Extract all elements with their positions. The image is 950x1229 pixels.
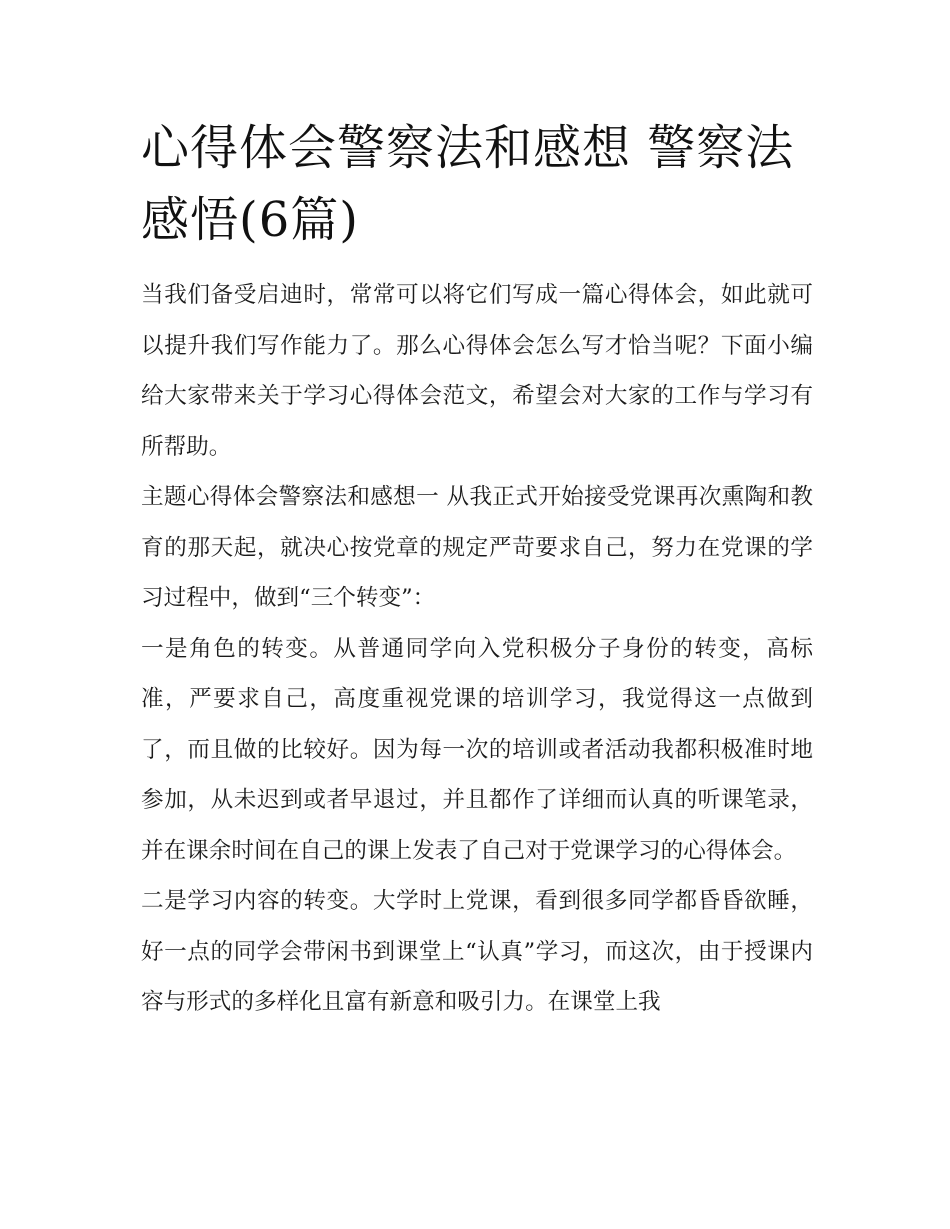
document-title: 心得体会警察法和感想 警察法感悟(6篇)	[141, 120, 795, 248]
paragraph-role-change: 一是角色的转变。从普通同学向入党积极分子身份的转变，高标准，严要求自己，高度重视党课的培训学习，我觉得这一点做到了，而且做的比较好。因为每一次的培训或者活动我都积极准时地参加，从未迟到或者早退过，并且都作了详细而认真的听课笔录，并在课余时间在自己的课上发表了自己对于党课学习的心得体会。	[141, 635, 813, 864]
document-body	[141, 112, 813, 1028]
paragraph-content-change: 二是学习内容的转变。大学时上党课，看到很多同学都昏昏欲睡，好一点的同学会带闲书到课堂上“认真”学习，而这次，由于授课内容与形式的多样化且富有新意和吸引力。在课堂上我	[141, 888, 813, 1015]
paragraph-intro: 当我们备受启迪时，常常可以将它们写成一篇心得体会，如此就可以提升我们写作能力了。那么心得体会怎么写才恰当呢？下面小编给大家带来关于学习心得体会范文，希望会对大家的工作与学习有所帮助。	[141, 282, 813, 460]
paragraph-topic-one: 主题心得体会警察法和感想一 从我正式开始接受党课再次熏陶和教育的那天起，就决心按党章的规定严苛要求自己，努力在党课的学习过程中，做到“三个转变”：	[141, 484, 813, 611]
